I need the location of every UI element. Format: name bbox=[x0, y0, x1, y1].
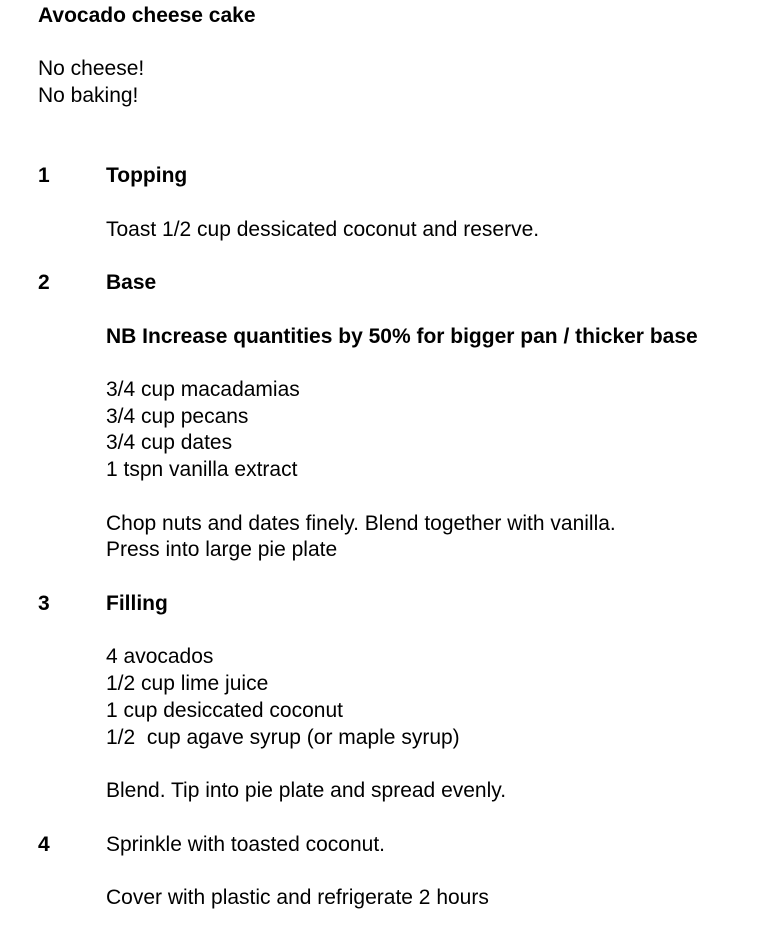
intro-line: No baking! bbox=[38, 84, 139, 107]
recipe-title: Avocado cheese cake bbox=[38, 4, 256, 27]
ingredient-line: 4 avocados bbox=[106, 645, 214, 668]
ingredient-line: 1 cup desiccated coconut bbox=[106, 699, 343, 722]
step-number: 3 bbox=[38, 592, 50, 615]
step-heading: Topping bbox=[106, 164, 188, 187]
ingredient-line: 3/4 cup macadamias bbox=[106, 378, 300, 401]
instruction-line: Cover with plastic and refrigerate 2 hours bbox=[106, 886, 489, 909]
instruction-line: Chop nuts and dates finely. Blend together with vanilla. bbox=[106, 512, 616, 535]
ingredient-line: 3/4 cup pecans bbox=[106, 405, 249, 428]
instruction-line: Blend. Tip into pie plate and spread evenly. bbox=[106, 779, 507, 802]
step-note: NB Increase quantities by 50% for bigger pan / thicker base bbox=[106, 325, 698, 348]
step-number: 2 bbox=[38, 271, 50, 294]
ingredient-line: 1 tspn vanilla extract bbox=[106, 458, 298, 481]
step-number: 1 bbox=[38, 164, 50, 187]
step-text: Sprinkle with toasted coconut. bbox=[106, 833, 385, 856]
step-heading: Filling bbox=[106, 592, 168, 615]
step-heading: Base bbox=[106, 271, 157, 294]
intro-line: No cheese! bbox=[38, 57, 145, 80]
instruction-line: Press into large pie plate bbox=[106, 538, 338, 561]
ingredient-line: 1/2 cup lime juice bbox=[106, 672, 269, 695]
step-text: Toast 1/2 cup dessicated coconut and reserve. bbox=[106, 218, 540, 241]
ingredient-line: 1/2 cup agave syrup (or maple syrup) bbox=[106, 726, 460, 749]
ingredient-line: 3/4 cup dates bbox=[106, 431, 233, 454]
step-number: 4 bbox=[38, 833, 50, 856]
